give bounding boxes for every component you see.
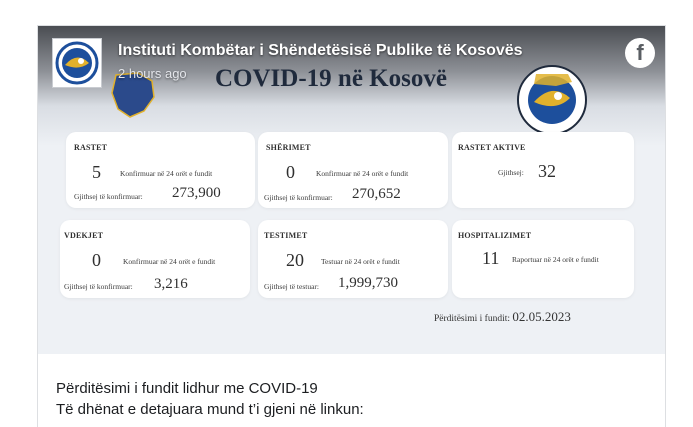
stat-total-value: 1,999,730 xyxy=(338,275,398,291)
page-name-link[interactable]: Instituti Kombëtar i Shëndetësisë Publike të Kosovës xyxy=(118,42,523,59)
facebook-post-card xyxy=(37,25,666,427)
stat-value-24h: 11 xyxy=(482,248,500,268)
stat-label-24h: Konfirmuar në 24 orët e fundit xyxy=(316,169,409,178)
stat-total-label: Gjithsej të konfirmuar: xyxy=(74,192,143,201)
stat-total-label: Gjithsej të konfirmuar: xyxy=(264,193,333,202)
stat-total-label: Gjithsej të konfirmuar: xyxy=(64,282,133,291)
page-avatar[interactable] xyxy=(52,38,102,88)
ikshpk-logo-icon xyxy=(55,41,99,85)
stat-card-recovered xyxy=(258,132,448,208)
stat-total-value: 3,216 xyxy=(154,276,188,292)
stat-value-24h: 0 xyxy=(286,162,295,182)
stat-total-label: Gjithsej të testuar: xyxy=(264,282,319,291)
stat-value-24h: 20 xyxy=(286,250,304,270)
last-updated xyxy=(434,309,571,325)
stat-card-hospital xyxy=(452,220,634,298)
caption-line: Përditësimi i fundit lidhur me COVID-19 xyxy=(56,380,318,397)
stat-value-24h: 5 xyxy=(92,162,101,182)
stat-value-24h: 0 xyxy=(92,250,101,270)
stat-total-value: 270,652 xyxy=(352,186,401,202)
institute-seal-icon xyxy=(516,64,588,136)
stat-title: RASTET AKTIVE xyxy=(458,143,526,152)
stat-title: VDEKJET xyxy=(64,231,104,240)
post-caption xyxy=(56,378,364,420)
last-updated-date: 02.05.2023 xyxy=(512,309,571,324)
stat-title: TESTIMET xyxy=(264,231,308,240)
last-updated-label: Përditësimi i fundit: xyxy=(434,314,510,324)
stat-total-value: 273,900 xyxy=(172,185,221,201)
stat-label-24h: Raportuar në 24 orët e fundit xyxy=(512,255,599,264)
stat-title: SHËRIMET xyxy=(266,143,311,152)
caption-line: Të dhënat e detajuara mund t’i gjeni në linkun: xyxy=(56,401,364,418)
stat-label-24h: Testuar në 24 orët e fundit xyxy=(321,257,400,266)
stat-card-active xyxy=(452,132,634,208)
stat-title: HOSPITALIZIMET xyxy=(458,231,532,240)
stat-card-cases xyxy=(66,132,255,208)
facebook-icon[interactable]: f xyxy=(625,38,655,68)
stat-card-tests xyxy=(258,220,448,298)
stat-label-24h: Konfirmuar në 24 orët e fundit xyxy=(120,169,213,178)
post-image[interactable] xyxy=(38,26,665,354)
stat-card-deaths xyxy=(60,220,250,298)
stat-total-value: 32 xyxy=(538,161,556,181)
banner-title: COVID-19 në Kosovë xyxy=(215,65,447,92)
stat-title: RASTET xyxy=(74,143,108,152)
stat-label-24h: Konfirmuar në 24 orët e fundit xyxy=(123,257,216,266)
post-timestamp[interactable]: 2 hours ago xyxy=(118,66,187,81)
stat-total-label: Gjithsej: xyxy=(498,168,524,177)
